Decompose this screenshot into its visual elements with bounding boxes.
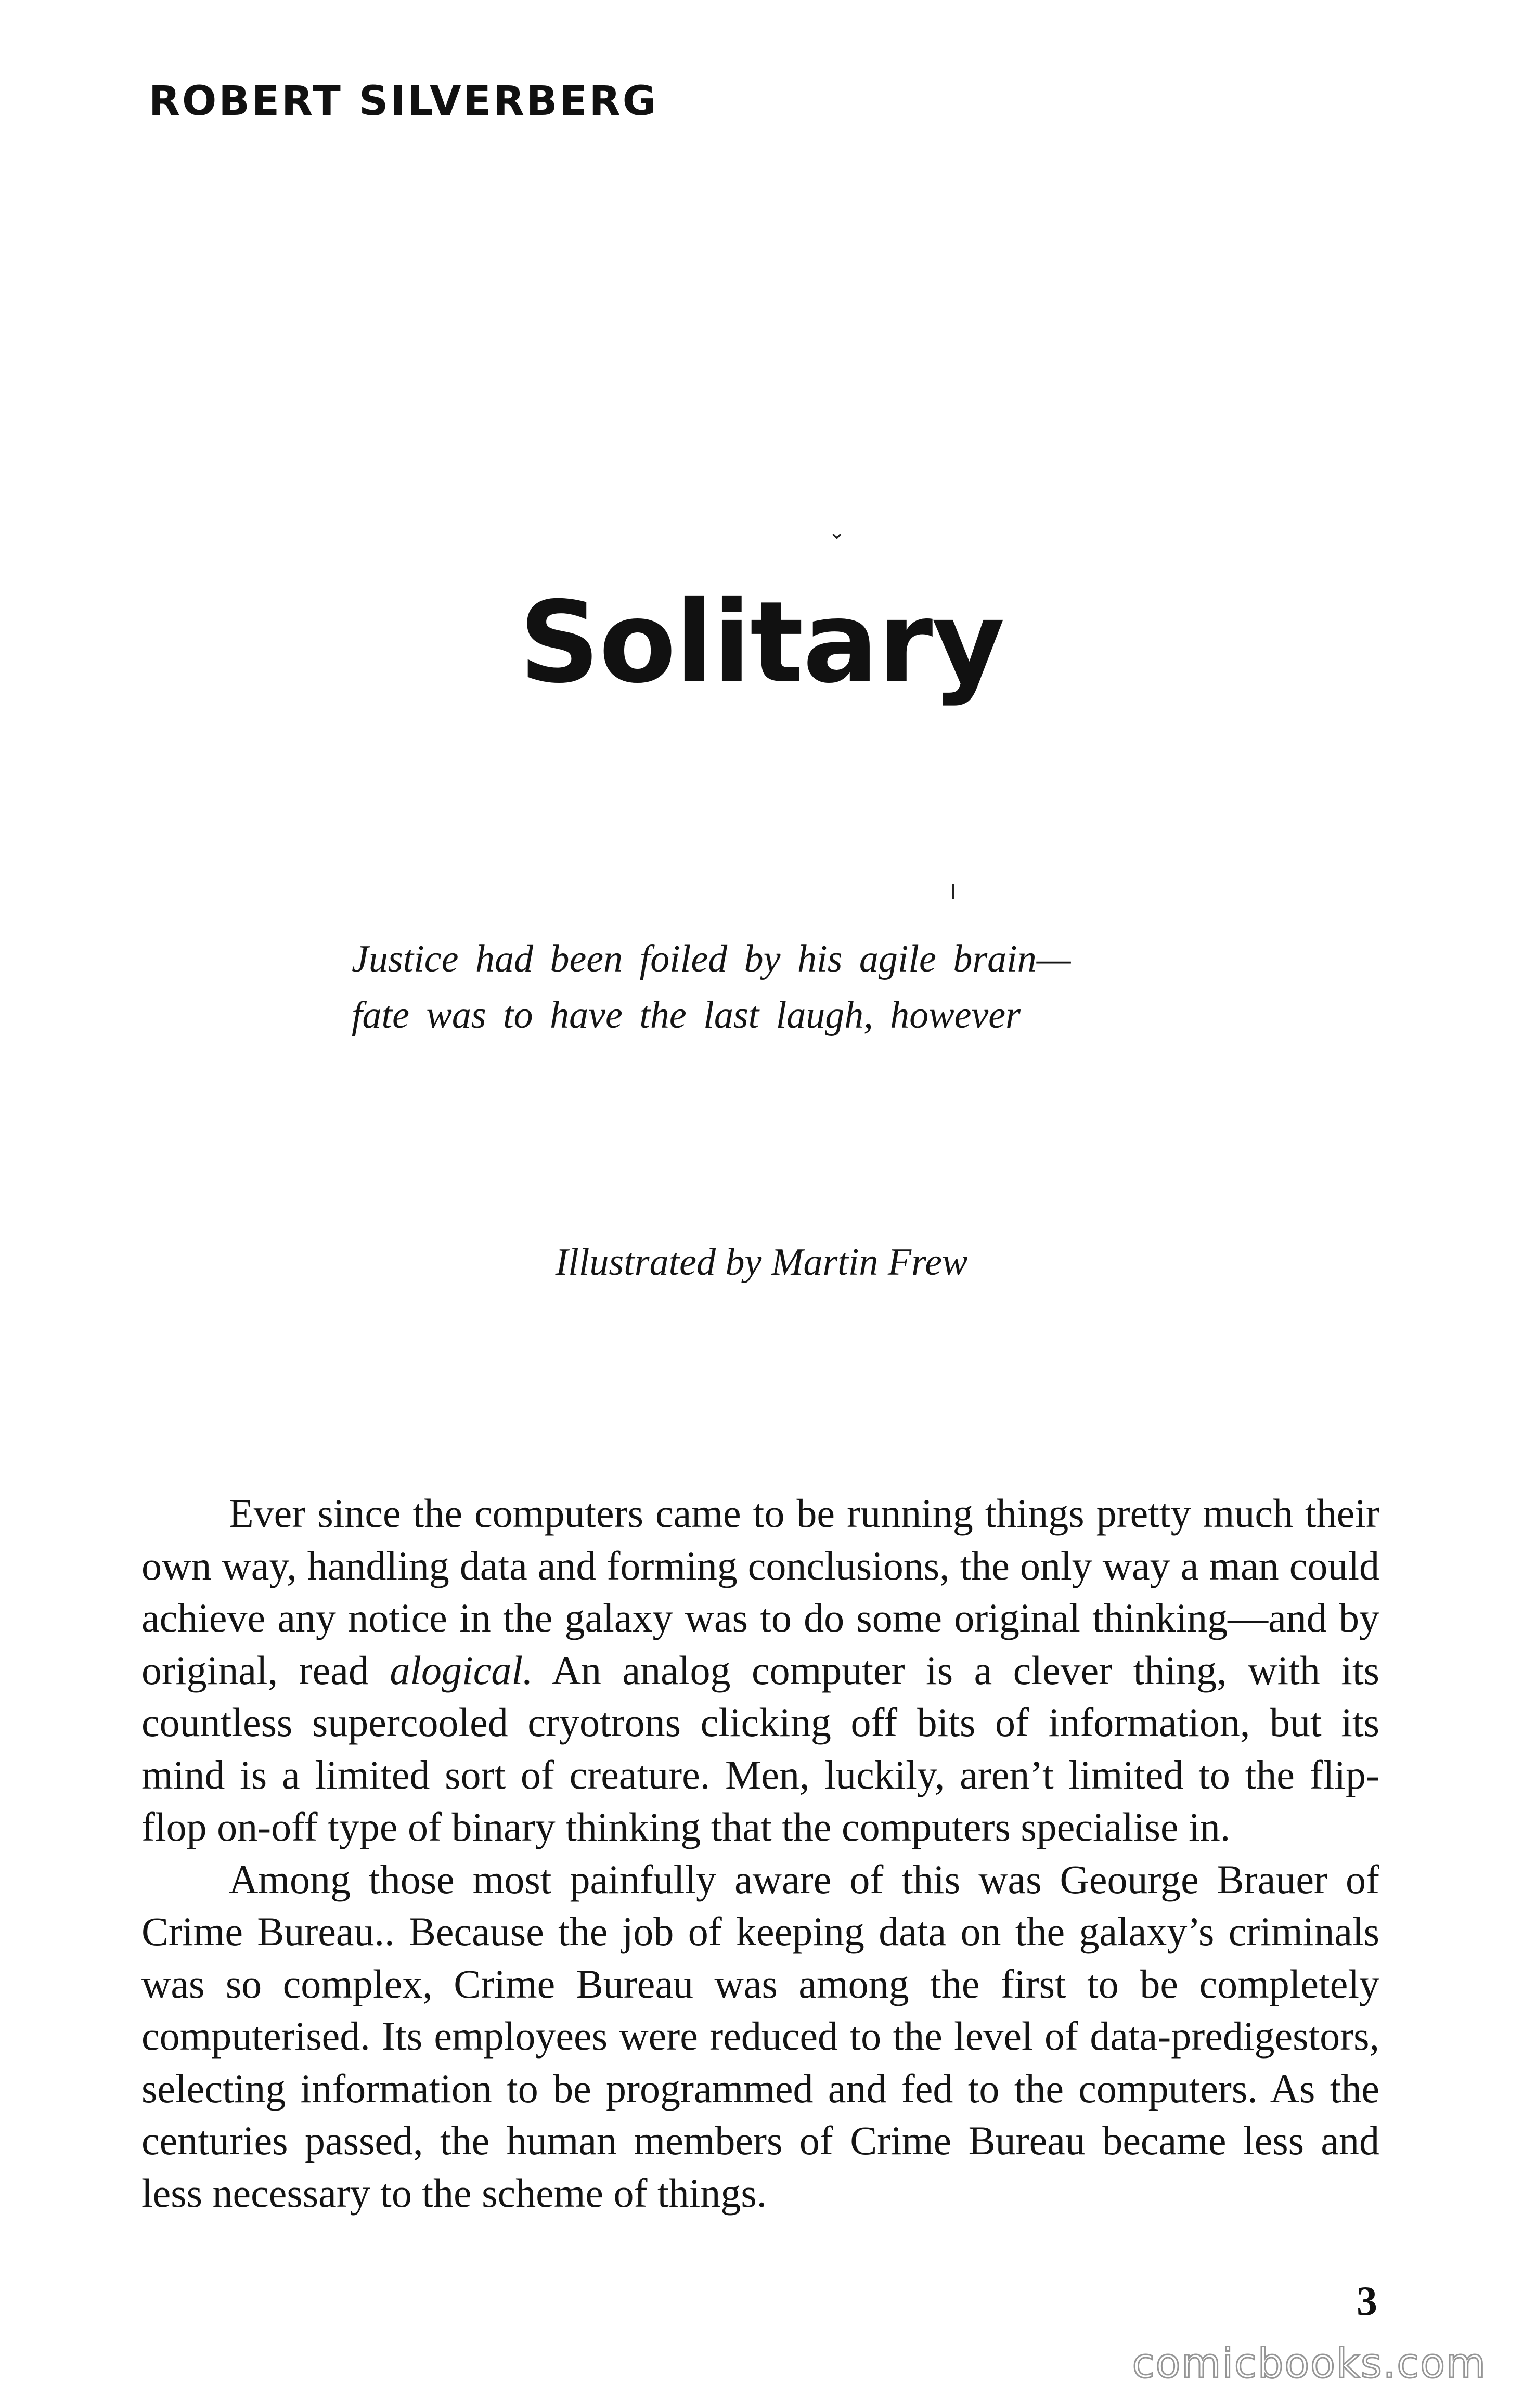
paragraph-1-emphasis: alogical.: [390, 1647, 533, 1693]
page-number: 3: [1357, 2278, 1377, 2324]
story-blurb: [352, 931, 1184, 1043]
print-speck-tick: [952, 884, 954, 899]
paragraph-1-text-b: An analog computer is a clever thing, with its countless supercooled cryotrons clicking off bits of information, but its mind is a limited sort of creature. Men, luckily, aren’t limited to the flip-flop on-off type of binary thinking that the computers specialise in.: [141, 1647, 1379, 1849]
blurb-line-1: Justice had been foiled by his agile brain—: [352, 938, 1071, 980]
blurb-line-2: fate was to have the last laugh, however: [352, 994, 1021, 1037]
paragraph-2: Among those most painfully aware of this was Geourge Brauer of Crime Bureau.. Because the job of keeping data on the galaxy’s criminals was so complex, Crime Bureau was among the first to be completely computerised. Its employees were reduced to the level of data-predigestors, selecting information to be programmed and fed to the computers. As the centuries passed, the human members of Crime Bureau became less and less necessary to the scheme of things.: [141, 1856, 1379, 2216]
author-heading: ROBERT SILVERBERG: [149, 78, 658, 125]
paragraph-1-text-a: Ever since the computers came to be running things pretty much their own way, handling data and forming conclusions, the only way a man could achieve any notice in the galaxy was to do some original thinking—and by original, read: [141, 1491, 1379, 1693]
print-speck: ⌄: [828, 520, 846, 544]
illustrator-credit: Illustrated by Martin Frew: [555, 1241, 968, 1284]
paragraph-1: [141, 1487, 1379, 1854]
story-body: [141, 1487, 1379, 2219]
site-watermark: comicbooks.com: [1132, 2340, 1487, 2387]
story-title: Solitary: [519, 577, 1004, 708]
